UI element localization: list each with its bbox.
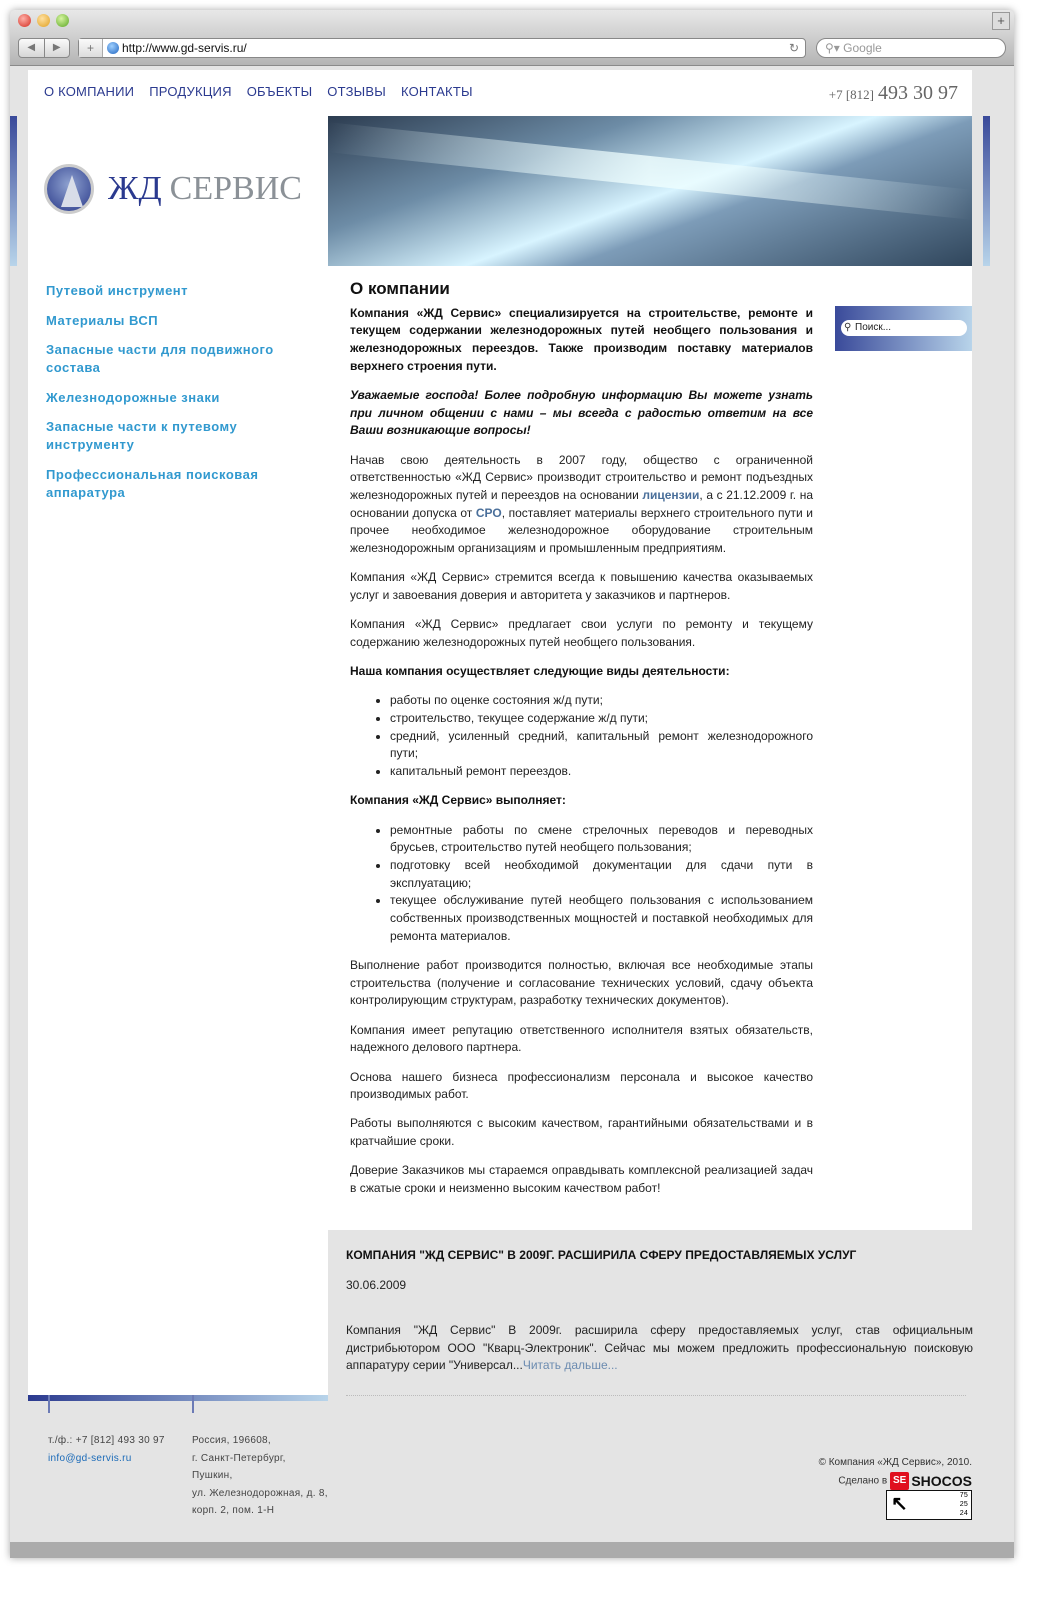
footer-contacts — [48, 1432, 165, 1467]
paragraph: Доверие Заказчиков мы стараемся оправдывать комплексной реализацией задач в сжатые сроки и неизменно высоким качеством работ! — [350, 1163, 813, 1196]
browser-window — [10, 10, 1014, 1558]
divider — [48, 1395, 50, 1413]
news-body: Компания "ЖД Сервис" В 2009г. расширила сферу предоставляемых услуг, став официальным дистрибьютором ООО "Кварц-Электроник". Сейчас мы можем предложить профессиональную поисковую аппаратуру серии "Универсал... — [346, 1323, 973, 1373]
paragraph: Компания «ЖД Сервис» предлагает свои услуги по ремонту и текущему содержанию железнодорожных путей необщего пользования. — [350, 617, 813, 649]
performs-heading: Компания «ЖД Сервис» выполняет: — [350, 793, 566, 808]
search-placeholder: Google — [843, 41, 882, 55]
list-item: • текущее обслуживание путей необщего пользования с использованием собственных производственных мощностей и поставкой необходимых для ремонта материалов. — [390, 892, 813, 945]
nav-products[interactable]: ПРОДУКЦИЯ — [149, 84, 232, 99]
zoom-window-button[interactable] — [56, 14, 69, 27]
nav-company[interactable]: О КОМПАНИИ — [44, 84, 135, 99]
sro-link[interactable]: СРО — [475, 505, 502, 520]
minimize-window-button[interactable] — [37, 14, 50, 27]
logo-emblem-icon — [44, 164, 94, 214]
forward-button[interactable]: ▶ — [52, 42, 61, 53]
list-item: • средний, усиленный средний, капитальный ремонт железнодорожного пути; — [390, 728, 813, 763]
sidebar-item-search-equipment[interactable]: Профессиональная поисковая аппаратура — [46, 466, 259, 500]
address-bar[interactable] — [78, 38, 806, 58]
left-column-bg — [28, 1230, 328, 1395]
list-item: • ремонтные работы по смене стрелочных переводов и переводных брусьев, строительство путей необщего пользования; — [390, 822, 813, 857]
decor-bar-right — [983, 116, 990, 266]
globe-icon — [107, 42, 119, 54]
site-logo[interactable]: ЖД СЕРВИС — [44, 164, 302, 214]
performs-list — [390, 822, 813, 946]
sidebar-item-track-tools[interactable]: Путевой инструмент — [46, 283, 189, 298]
browser-status-bar — [10, 1542, 1014, 1558]
header-banner-rail-image — [328, 116, 972, 266]
list-item: • капитальный ремонт переездов. — [390, 763, 813, 781]
site-search-input[interactable]: ⚲ Поиск... — [841, 320, 967, 336]
footer-decor-bar — [28, 1395, 328, 1401]
add-bookmark-button[interactable]: + — [79, 39, 103, 57]
page-title: О компании — [350, 279, 450, 298]
browser-toolbar — [10, 10, 1014, 66]
license-link[interactable]: лицензии — [642, 488, 700, 503]
sidebar-item-railway-signs[interactable]: Железнодорожные знаки — [46, 389, 220, 405]
main-content — [350, 280, 813, 1209]
history-paragraph: Начав свою деятельность в 2007 году, общество с ограниченной ответственностью «ЖД Сервис» производит строительство и ремонт подъездных железнодорожных путей и переездов на основании лицензии, а с 21.12.2009 г. на основании допуска от СРО, поставляет материалы верхнего строительного пути и прочее необходимое железнодорожное оборудование строительным железнодорожным организациям и промышленным предприятиям. — [350, 452, 813, 556]
url-text[interactable]: http://www.gd-servis.ru/ — [122, 41, 247, 55]
footer-phone: т./ф.: +7 [812] 493 30 97 — [48, 1435, 165, 1446]
news-title[interactable]: КОМПАНИЯ "ЖД СЕРВИС" В 2009Г. РАСШИРИЛА СФЕРУ ПРЕДОСТАВЛЯЕМЫХ УСЛУГ — [346, 1248, 857, 1262]
news-item — [346, 1248, 973, 1396]
browser-search-input[interactable] — [816, 38, 1006, 58]
footer-address: Россия, 196608, г. Санкт-Петербург, Пушкин, ул. Железнодорожная, д. 8, корп. 2, пом. 1-Н — [192, 1435, 328, 1516]
reload-icon[interactable]: ↻ — [788, 41, 799, 55]
nav-contacts[interactable]: КОНТАКТЫ — [400, 84, 473, 99]
sidebar-item-rolling-stock-parts[interactable]: Запасные части для подвижного состава — [46, 342, 274, 375]
list-item: • строительство, текущее содержание ж/д пути; — [390, 710, 813, 728]
read-more-link[interactable]: Читать дальше... — [522, 1358, 618, 1373]
activities-list — [390, 692, 813, 781]
news-date: 30.06.2009 — [346, 1278, 407, 1292]
divider — [346, 1395, 966, 1396]
search-icon: ⚲ — [844, 322, 852, 333]
paragraph: Компания «ЖД Сервис» стремится всегда к повышению качества оказываемых услуг и завоевания доверия и авторитета у заказчиков и партнеров. — [350, 570, 813, 603]
close-window-button[interactable] — [18, 14, 31, 27]
studio-logo-link[interactable]: SE SHOCOS — [890, 1472, 972, 1490]
new-tab-button[interactable]: + — [992, 12, 1010, 30]
list-item: • работы по оценке состояния ж/д пути; — [390, 692, 813, 710]
site-search — [835, 306, 972, 351]
list-item: • подготовку всей необходимой документации для сдачи пути в эксплуатацию; — [390, 857, 813, 892]
history-nav — [18, 38, 70, 58]
paragraph: Работы выполняются с высоким качеством, гарантийными обязательствами и в кратчайшие сроки. — [350, 1116, 813, 1149]
sidebar-item-vsp-materials[interactable]: Материалы ВСП — [46, 312, 159, 328]
decor-bar-left — [10, 116, 17, 266]
nav-reviews[interactable]: ОТЗЫВЫ — [327, 84, 386, 99]
intro-text: Компания «ЖД Сервис» специализируется на строительстве, ремонте и текущем содержании железнодорожных путей необщего пользования и железнодорожных переездов. Также производим поставку материалов верхнего строения пути. — [350, 305, 813, 373]
footer-email-link[interactable]: info@gd-servis.ru — [48, 1452, 132, 1464]
sidebar-item-tool-parts[interactable]: Запасные части к путевому инструменту — [46, 419, 238, 452]
appeal-text: Уважаемые господа! Более подробную информацию Вы можете узнать при личном общении с нами – мы всегда с радостью ответим на все Ваши возникающие вопросы! — [350, 388, 813, 438]
activities-heading: Наша компания осуществляет следующие виды деятельности: — [350, 664, 730, 679]
arrow-icon: ↖ — [891, 1493, 908, 1515]
search-icon: ⚲▾ — [825, 41, 844, 55]
sidebar-menu — [46, 282, 326, 513]
footer-copyright: © Компания «ЖД Сервис», 2010. Сделано в SE SHOCOS — [818, 1457, 972, 1489]
nav-objects[interactable]: ОБЪЕКТЫ — [246, 84, 313, 99]
top-nav — [44, 84, 473, 99]
divider — [192, 1395, 194, 1413]
visit-counter[interactable]: ↖ 75 25 24 — [886, 1490, 972, 1520]
paragraph: Компания имеет репутацию ответственного исполнителя взятых обязательств, надежного делового партнера. — [350, 1022, 813, 1055]
header-phone: +7 [812] 493 30 97 — [828, 82, 958, 104]
paragraph: Основа нашего бизнеса профессионализм персонала и высокое качество производимых работ. — [350, 1069, 813, 1102]
back-button[interactable]: ◀ — [19, 39, 45, 57]
paragraph: Выполнение работ производится полностью, включая все необходимые этапы строительства (получение и согласование технических условий, сдачу объекта контролирующим структурам, разработку технических документов). — [350, 958, 813, 1008]
